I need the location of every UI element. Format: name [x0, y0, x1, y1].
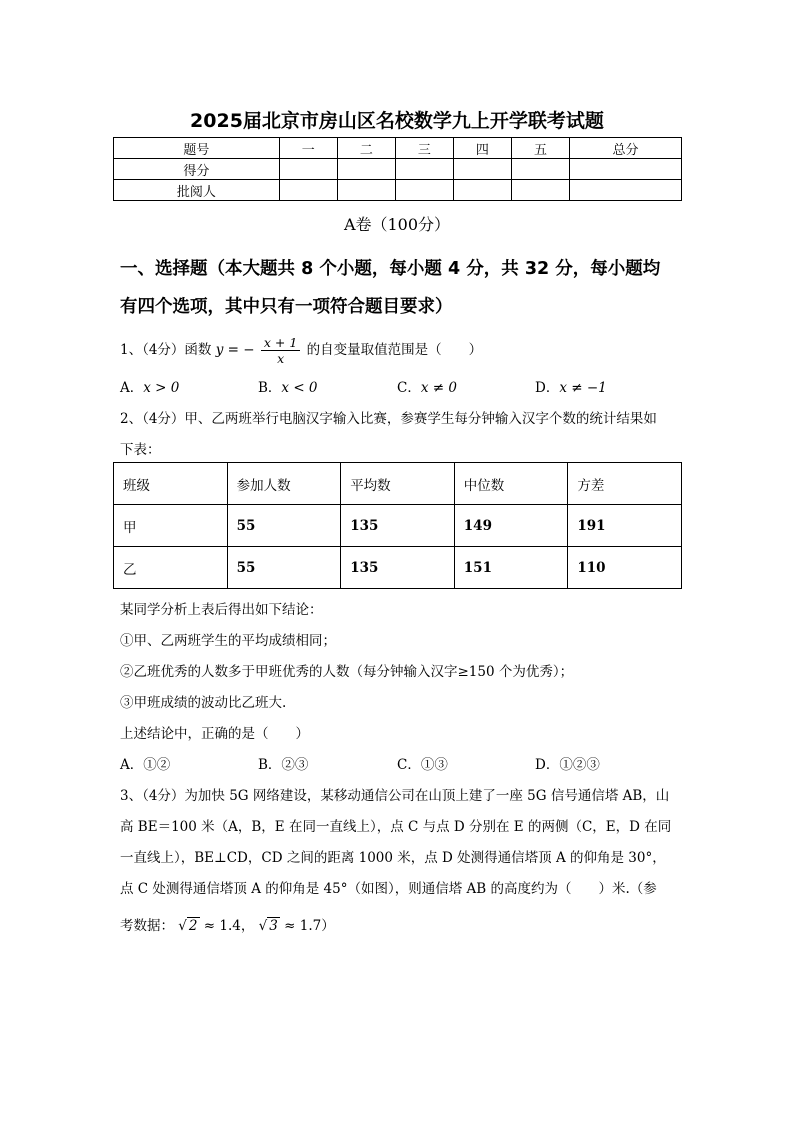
option-expr: x < 0 — [281, 380, 318, 396]
question-3-line2: 高 BE＝100 米（A，B，E 在同一直线上），点 C 与点 D 分别在 E 的两侧（C，E，D 在同 — [120, 819, 672, 835]
option-expr: ①③ — [420, 757, 448, 773]
q2-option-b — [258, 753, 308, 773]
score-cell: 三 — [395, 138, 453, 159]
stats-table — [113, 462, 682, 589]
option-label: B． — [258, 380, 282, 396]
q2-conclusion-1: ①甲、乙两班学生的平均成绩相同； — [120, 633, 336, 649]
question-1 — [120, 335, 482, 366]
sqrt-sign: √ — [178, 918, 187, 934]
option-label: D． — [535, 757, 560, 773]
score-table — [113, 137, 682, 201]
score-cell — [279, 159, 337, 180]
score-cell — [570, 180, 682, 201]
option-label: C． — [397, 757, 421, 773]
stats-header-cell: 平均数 — [341, 463, 455, 505]
approx-value-1: ≈ 1.4， — [203, 918, 255, 934]
score-table-header-row — [114, 138, 682, 159]
stats-cell: 151 — [454, 547, 568, 589]
score-cell: 题号 — [114, 138, 280, 159]
stats-cell: 55 — [227, 505, 341, 547]
stats-cell: 149 — [454, 505, 568, 547]
part-heading-line2: 有四个选项，其中只有一项符合题目要求） — [120, 297, 453, 317]
option-label: A． — [120, 757, 144, 773]
score-cell: 一 — [279, 138, 337, 159]
question-2-line2: 下表： — [120, 442, 161, 458]
score-cell — [337, 159, 395, 180]
score-cell — [453, 180, 511, 201]
stats-cell: 110 — [568, 547, 682, 589]
score-cell: 得分 — [114, 159, 280, 180]
q2-conclusion-2: ②乙班优秀的人数多于甲班优秀的人数（每分钟输入汉字≥150 个为优秀）； — [120, 664, 574, 680]
q2-conclusion-3: ③甲班成绩的波动比乙班大. — [120, 695, 287, 711]
q1-fraction-numerator: x + 1 — [261, 335, 300, 351]
stats-cell: 135 — [341, 547, 455, 589]
stats-table-row — [114, 505, 682, 547]
option-expr: x > 0 — [143, 380, 180, 396]
q1-function-lhs: y = − — [215, 342, 255, 358]
score-cell — [395, 159, 453, 180]
option-label: D． — [535, 380, 560, 396]
question-2-line1: 2、（4分）甲、乙两班举行电脑汉字输入比赛，参赛学生每分钟输入汉字个数的统计结果如 — [120, 411, 657, 427]
option-label: C． — [397, 380, 421, 396]
stats-cell: 55 — [227, 547, 341, 589]
reference-prefix: 考数据： — [120, 918, 174, 934]
score-cell: 四 — [453, 138, 511, 159]
score-cell — [279, 180, 337, 201]
q1-prefix: 1、（4分）函数 — [120, 342, 212, 358]
option-expr: x ≠ 0 — [420, 380, 457, 396]
stats-table-row — [114, 547, 682, 589]
stats-cell: 乙 — [114, 547, 228, 589]
stats-cell: 135 — [341, 505, 455, 547]
score-cell — [395, 180, 453, 201]
q1-suffix: 的自变量取值范围是（ ） — [306, 342, 483, 358]
score-cell: 二 — [337, 138, 395, 159]
q2-analysis: 某同学分析上表后得出如下结论： — [120, 602, 323, 618]
approx-value-2: ≈ 1.7） — [284, 918, 335, 934]
stats-header-cell: 参加人数 — [227, 463, 341, 505]
q1-fraction — [261, 335, 300, 366]
q1-fraction-denominator: x — [277, 351, 285, 366]
stats-table-header-row — [114, 463, 682, 505]
score-cell — [511, 159, 569, 180]
option-expr: ②③ — [281, 757, 309, 773]
score-cell — [337, 180, 395, 201]
question-3-line4: 点 C 处测得通信塔顶 A 的仰角是 45°（如图），则通信塔 AB 的高度约为（ ）米.（参 — [120, 881, 657, 897]
question-3-line3: 一直线上），BE⊥CD，CD 之间的距离 1000 米，点 D 处测得通信塔顶 A 的仰角是 30°， — [120, 850, 666, 866]
option-expr: x ≠ −1 — [559, 380, 607, 396]
score-table-row — [114, 159, 682, 180]
stats-header-cell: 中位数 — [454, 463, 568, 505]
score-cell: 批阅人 — [114, 180, 280, 201]
q2-question: 上述结论中，正确的是（ ） — [120, 726, 309, 742]
score-cell — [453, 159, 511, 180]
q1-option-c — [397, 376, 457, 396]
q1-option-b — [258, 376, 318, 396]
q1-option-d — [535, 376, 607, 396]
question-3-line1: 3、（4分）为加快 5G 网络建设，某移动通信公司在山顶上建了一座 5G 信号通信塔 AB，山 — [120, 788, 670, 804]
part-heading-line1: 一、选择题（本大题共 8 个小题，每小题 4 分，共 32 分，每小题均 — [120, 259, 661, 279]
sqrt-2-radicand: 2 — [188, 918, 198, 934]
score-cell: 五 — [511, 138, 569, 159]
sqrt-sign: √ — [258, 918, 268, 934]
option-expr: ①② — [143, 757, 171, 773]
q2-option-c — [397, 753, 448, 773]
section-title: A卷（100分） — [343, 215, 451, 234]
stats-header-cell: 方差 — [568, 463, 682, 505]
q1-option-a — [120, 376, 179, 396]
option-label: A． — [120, 380, 144, 396]
option-label: B． — [258, 757, 282, 773]
score-table-row — [114, 180, 682, 201]
q2-option-a — [120, 753, 170, 773]
question-3-reference — [120, 914, 335, 934]
sqrt-3-radicand: 3 — [269, 918, 278, 934]
option-expr: ①②③ — [559, 757, 600, 773]
q2-option-d — [535, 753, 600, 773]
stats-cell: 甲 — [114, 505, 228, 547]
score-cell — [570, 159, 682, 180]
stats-cell: 191 — [568, 505, 682, 547]
score-cell: 总分 — [570, 138, 682, 159]
stats-header-cell: 班级 — [114, 463, 228, 505]
score-cell — [511, 180, 569, 201]
page-title: 2025届北京市房山区名校数学九上开学联考试题 — [190, 110, 604, 132]
